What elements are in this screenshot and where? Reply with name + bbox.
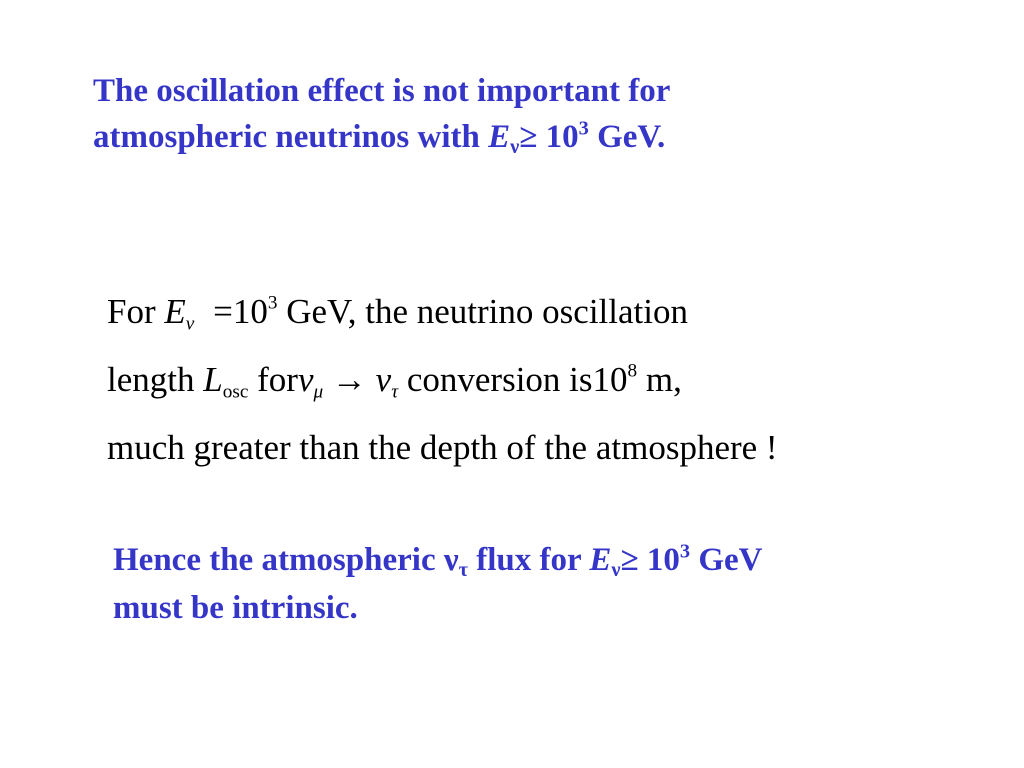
intro-line-2 [93,114,670,160]
intro-paragraph [93,68,670,160]
equation-line-3: much greater than the depth of the atmosphere ! [107,428,778,467]
conclusion-nu-subscript: τ [458,559,469,582]
conclusion-line-2: must be intrinsic. [113,590,358,626]
eq1-energy-symbol: E [164,292,186,331]
energy-relation: ≥ 10 [519,119,579,155]
eq2-rest: m, [645,360,682,399]
eq2-length: length [107,360,195,399]
conclusion-relation: ≥ 10 [620,542,680,578]
conclusion-mid: flux for [468,542,590,578]
conclusion-prefix: Hence the atmospheric [113,542,444,578]
conclusion-exponent: 3 [679,540,691,563]
eq2-nu-mu-subscript: μ [313,381,324,403]
eq2-length-symbol: L [203,360,223,399]
conclusion-nu-symbol: ν [443,542,459,578]
energy-unit: GeV. [588,119,666,155]
energy-subscript: ν [510,136,520,159]
eq2-base: 10 [592,360,628,399]
equation-line-2 [107,360,682,403]
energy-symbol: E [488,119,511,155]
conclusion-paragraph [113,536,762,632]
eq2-length-subscript: osc [222,381,249,403]
eq2-nu-mu: ν [297,360,314,399]
eq2-arrow: → [331,360,367,399]
eq2-nu-tau-subscript: τ [391,381,399,403]
eq1-for: For [107,292,156,331]
conclusion-unit: GeV [690,542,763,578]
intro-line-2-text: atmospheric neutrinos with [93,119,489,155]
eq1-equals: = [213,292,233,331]
eq1-base: 10 [232,292,268,331]
conclusion-energy-subscript: ν [611,559,621,582]
eq1-energy-subscript: ν [185,313,195,335]
eq2-middle: conversion is [406,360,593,399]
eq1-rest: GeV, the neutrino oscillation [286,292,688,331]
eq2-for: for [257,360,298,399]
energy-exponent: 3 [578,117,589,140]
eq2-exponent: 8 [627,360,638,382]
eq2-nu-tau: ν [375,360,392,399]
intro-line-1: The oscillation effect is not important for [93,73,671,109]
conclusion-line-1 [113,536,762,584]
conclusion-energy-symbol: E [589,542,612,578]
equation-line-1 [107,292,688,335]
eq1-exponent: 3 [267,292,278,314]
